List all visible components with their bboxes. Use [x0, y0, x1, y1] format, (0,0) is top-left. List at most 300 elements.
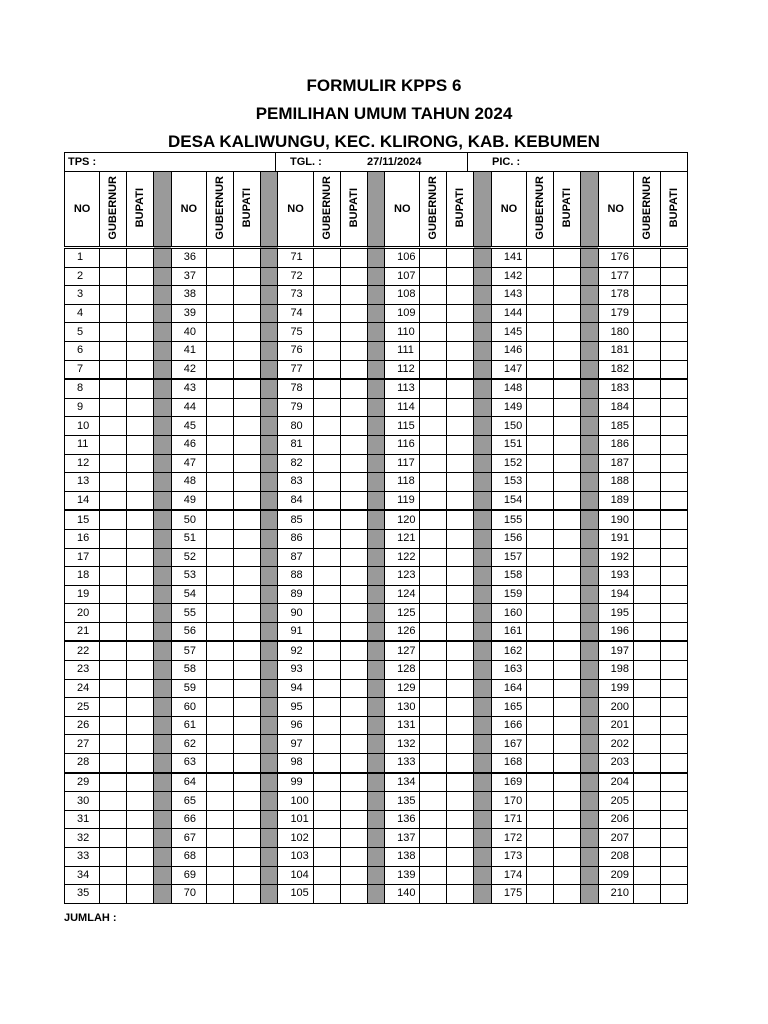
tally-cell-gubernur[interactable] — [420, 641, 447, 660]
tally-cell-bupati[interactable] — [554, 866, 581, 885]
tally-cell-bupati[interactable] — [127, 661, 154, 680]
tally-cell-gubernur[interactable] — [313, 698, 340, 717]
tally-cell-gubernur[interactable] — [206, 267, 233, 286]
tally-cell-bupati[interactable] — [554, 829, 581, 848]
tally-cell-gubernur[interactable] — [633, 267, 660, 286]
tally-cell-bupati[interactable] — [340, 473, 367, 492]
tally-cell-bupati[interactable] — [340, 304, 367, 323]
tally-cell-bupati[interactable] — [340, 491, 367, 510]
tally-cell-bupati[interactable] — [127, 454, 154, 473]
tally-cell-bupati[interactable] — [660, 810, 687, 829]
tally-cell-bupati[interactable] — [660, 604, 687, 623]
tally-cell-gubernur[interactable] — [527, 529, 554, 548]
tally-cell-bupati[interactable] — [127, 360, 154, 379]
tally-cell-gubernur[interactable] — [420, 885, 447, 904]
tally-cell-gubernur[interactable] — [633, 716, 660, 735]
tally-cell-bupati[interactable] — [233, 510, 260, 529]
tally-cell-bupati[interactable] — [340, 698, 367, 717]
tally-cell-bupati[interactable] — [233, 585, 260, 604]
tally-cell-bupati[interactable] — [233, 810, 260, 829]
tally-cell-gubernur[interactable] — [633, 604, 660, 623]
tally-cell-gubernur[interactable] — [313, 304, 340, 323]
tally-cell-gubernur[interactable] — [206, 773, 233, 792]
tally-cell-gubernur[interactable] — [527, 641, 554, 660]
tally-cell-gubernur[interactable] — [313, 735, 340, 754]
tally-cell-gubernur[interactable] — [527, 398, 554, 417]
tally-cell-gubernur[interactable] — [206, 454, 233, 473]
tally-cell-gubernur[interactable] — [313, 248, 340, 268]
tally-cell-bupati[interactable] — [127, 773, 154, 792]
tally-cell-gubernur[interactable] — [527, 866, 554, 885]
tally-cell-gubernur[interactable] — [206, 510, 233, 529]
tally-cell-gubernur[interactable] — [527, 248, 554, 268]
tally-cell-bupati[interactable] — [554, 454, 581, 473]
tally-cell-gubernur[interactable] — [313, 379, 340, 398]
tally-cell-gubernur[interactable] — [100, 417, 127, 436]
tally-cell-gubernur[interactable] — [420, 360, 447, 379]
tally-cell-bupati[interactable] — [447, 661, 474, 680]
tally-cell-gubernur[interactable] — [100, 341, 127, 360]
tally-cell-gubernur[interactable] — [633, 341, 660, 360]
tally-cell-gubernur[interactable] — [420, 716, 447, 735]
tally-cell-bupati[interactable] — [233, 661, 260, 680]
tally-cell-bupati[interactable] — [127, 716, 154, 735]
tally-cell-bupati[interactable] — [554, 641, 581, 660]
tally-cell-gubernur[interactable] — [206, 379, 233, 398]
tally-cell-gubernur[interactable] — [313, 829, 340, 848]
tally-cell-bupati[interactable] — [127, 567, 154, 586]
tally-cell-gubernur[interactable] — [633, 473, 660, 492]
tally-cell-bupati[interactable] — [127, 435, 154, 454]
tally-cell-bupati[interactable] — [447, 773, 474, 792]
tally-cell-gubernur[interactable] — [313, 473, 340, 492]
tally-cell-gubernur[interactable] — [206, 417, 233, 436]
tally-cell-bupati[interactable] — [233, 267, 260, 286]
tally-cell-bupati[interactable] — [554, 810, 581, 829]
tally-cell-gubernur[interactable] — [100, 435, 127, 454]
tally-cell-gubernur[interactable] — [100, 304, 127, 323]
tally-cell-gubernur[interactable] — [633, 754, 660, 773]
tally-cell-gubernur[interactable] — [206, 286, 233, 305]
tally-cell-gubernur[interactable] — [100, 716, 127, 735]
tally-cell-gubernur[interactable] — [527, 848, 554, 867]
tally-cell-gubernur[interactable] — [527, 360, 554, 379]
tally-cell-bupati[interactable] — [447, 622, 474, 641]
tally-cell-bupati[interactable] — [233, 304, 260, 323]
tally-cell-bupati[interactable] — [660, 716, 687, 735]
tally-cell-gubernur[interactable] — [100, 661, 127, 680]
tally-cell-bupati[interactable] — [554, 491, 581, 510]
tally-cell-bupati[interactable] — [660, 286, 687, 305]
tally-cell-gubernur[interactable] — [206, 679, 233, 698]
tally-cell-gubernur[interactable] — [313, 398, 340, 417]
tally-cell-gubernur[interactable] — [100, 641, 127, 660]
tally-cell-gubernur[interactable] — [206, 866, 233, 885]
tally-cell-bupati[interactable] — [447, 641, 474, 660]
tally-cell-gubernur[interactable] — [313, 641, 340, 660]
tally-cell-bupati[interactable] — [127, 679, 154, 698]
tally-cell-bupati[interactable] — [233, 417, 260, 436]
tally-cell-bupati[interactable] — [340, 360, 367, 379]
tally-cell-gubernur[interactable] — [633, 866, 660, 885]
tally-cell-gubernur[interactable] — [100, 398, 127, 417]
tally-cell-bupati[interactable] — [660, 304, 687, 323]
tally-cell-gubernur[interactable] — [100, 454, 127, 473]
tally-cell-gubernur[interactable] — [100, 473, 127, 492]
tally-cell-bupati[interactable] — [340, 773, 367, 792]
tally-cell-bupati[interactable] — [233, 454, 260, 473]
tally-cell-gubernur[interactable] — [313, 510, 340, 529]
tally-cell-gubernur[interactable] — [420, 379, 447, 398]
tally-cell-gubernur[interactable] — [420, 417, 447, 436]
tally-cell-gubernur[interactable] — [420, 341, 447, 360]
tally-cell-bupati[interactable] — [233, 829, 260, 848]
tally-cell-gubernur[interactable] — [527, 585, 554, 604]
tally-cell-gubernur[interactable] — [206, 529, 233, 548]
tally-cell-bupati[interactable] — [340, 866, 367, 885]
tally-cell-gubernur[interactable] — [206, 491, 233, 510]
tally-cell-bupati[interactable] — [447, 267, 474, 286]
tally-cell-gubernur[interactable] — [633, 286, 660, 305]
tally-cell-gubernur[interactable] — [206, 341, 233, 360]
tally-cell-gubernur[interactable] — [100, 773, 127, 792]
tally-cell-bupati[interactable] — [554, 735, 581, 754]
tally-cell-bupati[interactable] — [554, 473, 581, 492]
tally-cell-bupati[interactable] — [554, 567, 581, 586]
tally-cell-bupati[interactable] — [554, 716, 581, 735]
tally-cell-bupati[interactable] — [127, 641, 154, 660]
tally-cell-bupati[interactable] — [340, 754, 367, 773]
tally-cell-gubernur[interactable] — [527, 679, 554, 698]
tally-cell-gubernur[interactable] — [420, 548, 447, 567]
tally-cell-bupati[interactable] — [660, 829, 687, 848]
tally-cell-bupati[interactable] — [447, 491, 474, 510]
tally-cell-bupati[interactable] — [554, 379, 581, 398]
tally-cell-bupati[interactable] — [340, 435, 367, 454]
tally-cell-bupati[interactable] — [127, 735, 154, 754]
tally-cell-gubernur[interactable] — [420, 622, 447, 641]
tally-cell-gubernur[interactable] — [206, 248, 233, 268]
tally-cell-bupati[interactable] — [233, 885, 260, 904]
tally-cell-bupati[interactable] — [660, 866, 687, 885]
tally-cell-bupati[interactable] — [660, 773, 687, 792]
tally-cell-gubernur[interactable] — [527, 323, 554, 342]
tally-cell-gubernur[interactable] — [206, 792, 233, 811]
tally-cell-bupati[interactable] — [233, 848, 260, 867]
tally-cell-bupati[interactable] — [554, 585, 581, 604]
tally-cell-bupati[interactable] — [340, 810, 367, 829]
tally-cell-gubernur[interactable] — [206, 473, 233, 492]
tally-cell-gubernur[interactable] — [206, 641, 233, 660]
tally-cell-gubernur[interactable] — [100, 792, 127, 811]
tally-cell-gubernur[interactable] — [313, 323, 340, 342]
tally-cell-bupati[interactable] — [340, 885, 367, 904]
tally-cell-bupati[interactable] — [233, 286, 260, 305]
tally-cell-gubernur[interactable] — [313, 454, 340, 473]
tally-cell-gubernur[interactable] — [313, 679, 340, 698]
tally-cell-bupati[interactable] — [127, 473, 154, 492]
tally-cell-gubernur[interactable] — [420, 866, 447, 885]
tally-cell-bupati[interactable] — [554, 417, 581, 436]
tally-cell-bupati[interactable] — [660, 454, 687, 473]
tally-cell-bupati[interactable] — [660, 473, 687, 492]
tally-cell-gubernur[interactable] — [633, 454, 660, 473]
tally-cell-gubernur[interactable] — [420, 810, 447, 829]
tally-cell-gubernur[interactable] — [206, 548, 233, 567]
tally-cell-gubernur[interactable] — [420, 435, 447, 454]
tally-cell-gubernur[interactable] — [633, 360, 660, 379]
tally-cell-gubernur[interactable] — [633, 622, 660, 641]
tally-cell-bupati[interactable] — [127, 491, 154, 510]
tally-cell-bupati[interactable] — [447, 829, 474, 848]
tally-cell-gubernur[interactable] — [100, 286, 127, 305]
tally-cell-gubernur[interactable] — [527, 267, 554, 286]
tally-cell-gubernur[interactable] — [420, 286, 447, 305]
tally-cell-bupati[interactable] — [554, 248, 581, 268]
tally-cell-gubernur[interactable] — [313, 585, 340, 604]
tally-cell-gubernur[interactable] — [527, 829, 554, 848]
tally-cell-gubernur[interactable] — [100, 885, 127, 904]
tally-cell-bupati[interactable] — [447, 679, 474, 698]
tally-cell-gubernur[interactable] — [527, 417, 554, 436]
tally-cell-bupati[interactable] — [554, 698, 581, 717]
tally-cell-gubernur[interactable] — [420, 792, 447, 811]
tally-cell-gubernur[interactable] — [206, 398, 233, 417]
tally-cell-bupati[interactable] — [340, 622, 367, 641]
tally-cell-bupati[interactable] — [340, 417, 367, 436]
tally-cell-bupati[interactable] — [340, 661, 367, 680]
tally-cell-bupati[interactable] — [127, 417, 154, 436]
tally-cell-gubernur[interactable] — [527, 286, 554, 305]
tally-cell-gubernur[interactable] — [313, 848, 340, 867]
tally-cell-gubernur[interactable] — [100, 848, 127, 867]
tally-cell-bupati[interactable] — [554, 323, 581, 342]
tally-cell-bupati[interactable] — [233, 529, 260, 548]
tally-cell-bupati[interactable] — [554, 341, 581, 360]
tally-cell-gubernur[interactable] — [100, 360, 127, 379]
tally-cell-bupati[interactable] — [447, 792, 474, 811]
tally-cell-bupati[interactable] — [233, 398, 260, 417]
tally-cell-bupati[interactable] — [127, 622, 154, 641]
tally-cell-bupati[interactable] — [660, 323, 687, 342]
tally-cell-gubernur[interactable] — [527, 735, 554, 754]
tally-cell-gubernur[interactable] — [100, 866, 127, 885]
tally-cell-bupati[interactable] — [554, 848, 581, 867]
tally-cell-bupati[interactable] — [554, 792, 581, 811]
tally-cell-bupati[interactable] — [127, 885, 154, 904]
tally-cell-bupati[interactable] — [233, 604, 260, 623]
tally-cell-bupati[interactable] — [340, 641, 367, 660]
tally-cell-bupati[interactable] — [340, 585, 367, 604]
tally-cell-gubernur[interactable] — [313, 792, 340, 811]
tally-cell-bupati[interactable] — [660, 792, 687, 811]
tally-cell-gubernur[interactable] — [313, 360, 340, 379]
tally-cell-bupati[interactable] — [233, 360, 260, 379]
tally-cell-gubernur[interactable] — [633, 885, 660, 904]
tally-cell-gubernur[interactable] — [420, 773, 447, 792]
tally-cell-gubernur[interactable] — [633, 661, 660, 680]
tally-cell-gubernur[interactable] — [527, 773, 554, 792]
tally-cell-gubernur[interactable] — [206, 848, 233, 867]
tally-cell-bupati[interactable] — [660, 435, 687, 454]
tally-cell-gubernur[interactable] — [313, 810, 340, 829]
tally-cell-gubernur[interactable] — [633, 679, 660, 698]
tally-cell-gubernur[interactable] — [420, 398, 447, 417]
tally-cell-gubernur[interactable] — [313, 716, 340, 735]
tally-cell-gubernur[interactable] — [206, 360, 233, 379]
tally-cell-bupati[interactable] — [127, 792, 154, 811]
tally-cell-bupati[interactable] — [340, 567, 367, 586]
tally-cell-bupati[interactable] — [127, 267, 154, 286]
tally-cell-gubernur[interactable] — [100, 548, 127, 567]
tally-cell-bupati[interactable] — [660, 398, 687, 417]
tally-cell-gubernur[interactable] — [206, 435, 233, 454]
tally-cell-gubernur[interactable] — [420, 604, 447, 623]
tally-cell-gubernur[interactable] — [206, 754, 233, 773]
tally-cell-gubernur[interactable] — [313, 773, 340, 792]
tally-cell-bupati[interactable] — [660, 360, 687, 379]
tally-cell-bupati[interactable] — [554, 286, 581, 305]
tally-cell-gubernur[interactable] — [206, 622, 233, 641]
tally-cell-bupati[interactable] — [554, 510, 581, 529]
tally-cell-gubernur[interactable] — [313, 417, 340, 436]
tally-cell-bupati[interactable] — [447, 248, 474, 268]
tally-cell-bupati[interactable] — [127, 510, 154, 529]
tally-cell-bupati[interactable] — [127, 304, 154, 323]
tally-cell-gubernur[interactable] — [527, 810, 554, 829]
tally-cell-bupati[interactable] — [233, 735, 260, 754]
tally-cell-gubernur[interactable] — [100, 491, 127, 510]
tally-cell-gubernur[interactable] — [527, 792, 554, 811]
tally-cell-gubernur[interactable] — [527, 510, 554, 529]
tally-cell-bupati[interactable] — [233, 698, 260, 717]
tally-cell-gubernur[interactable] — [206, 829, 233, 848]
tally-cell-bupati[interactable] — [447, 435, 474, 454]
tally-cell-gubernur[interactable] — [100, 267, 127, 286]
tally-cell-gubernur[interactable] — [633, 491, 660, 510]
tally-cell-gubernur[interactable] — [527, 435, 554, 454]
tally-cell-bupati[interactable] — [340, 286, 367, 305]
tally-cell-bupati[interactable] — [340, 454, 367, 473]
tally-cell-bupati[interactable] — [127, 866, 154, 885]
tally-cell-bupati[interactable] — [660, 417, 687, 436]
tally-cell-bupati[interactable] — [340, 379, 367, 398]
tally-cell-bupati[interactable] — [660, 510, 687, 529]
tally-cell-bupati[interactable] — [447, 510, 474, 529]
tally-cell-bupati[interactable] — [447, 398, 474, 417]
tally-cell-gubernur[interactable] — [100, 698, 127, 717]
tally-cell-bupati[interactable] — [447, 454, 474, 473]
tally-cell-gubernur[interactable] — [100, 754, 127, 773]
tally-cell-gubernur[interactable] — [633, 829, 660, 848]
tally-cell-bupati[interactable] — [554, 679, 581, 698]
tally-cell-bupati[interactable] — [340, 341, 367, 360]
tally-cell-bupati[interactable] — [127, 323, 154, 342]
tally-cell-bupati[interactable] — [660, 491, 687, 510]
tally-cell-gubernur[interactable] — [420, 735, 447, 754]
tally-cell-gubernur[interactable] — [527, 567, 554, 586]
tally-cell-bupati[interactable] — [233, 641, 260, 660]
tally-cell-gubernur[interactable] — [420, 510, 447, 529]
tally-cell-gubernur[interactable] — [313, 435, 340, 454]
tally-cell-gubernur[interactable] — [633, 585, 660, 604]
tally-cell-gubernur[interactable] — [313, 885, 340, 904]
tally-cell-bupati[interactable] — [233, 379, 260, 398]
tally-cell-bupati[interactable] — [233, 548, 260, 567]
tally-cell-bupati[interactable] — [660, 622, 687, 641]
tally-cell-bupati[interactable] — [340, 604, 367, 623]
tally-cell-gubernur[interactable] — [420, 323, 447, 342]
tally-cell-bupati[interactable] — [127, 604, 154, 623]
tally-cell-gubernur[interactable] — [527, 661, 554, 680]
tally-cell-bupati[interactable] — [660, 735, 687, 754]
tally-cell-gubernur[interactable] — [527, 604, 554, 623]
tally-cell-bupati[interactable] — [554, 304, 581, 323]
tally-cell-gubernur[interactable] — [420, 585, 447, 604]
tally-cell-bupati[interactable] — [447, 866, 474, 885]
tally-cell-bupati[interactable] — [660, 267, 687, 286]
tally-cell-gubernur[interactable] — [313, 529, 340, 548]
tally-cell-bupati[interactable] — [233, 866, 260, 885]
tally-cell-bupati[interactable] — [447, 885, 474, 904]
tally-cell-bupati[interactable] — [233, 491, 260, 510]
tally-cell-gubernur[interactable] — [313, 567, 340, 586]
tally-cell-bupati[interactable] — [554, 604, 581, 623]
tally-cell-gubernur[interactable] — [313, 286, 340, 305]
tally-cell-gubernur[interactable] — [100, 248, 127, 268]
tally-cell-gubernur[interactable] — [313, 267, 340, 286]
tally-cell-gubernur[interactable] — [100, 679, 127, 698]
tally-cell-bupati[interactable] — [660, 885, 687, 904]
tally-cell-gubernur[interactable] — [206, 885, 233, 904]
tally-cell-gubernur[interactable] — [633, 792, 660, 811]
tally-cell-gubernur[interactable] — [633, 248, 660, 268]
tally-cell-bupati[interactable] — [233, 473, 260, 492]
tally-cell-gubernur[interactable] — [313, 661, 340, 680]
tally-cell-gubernur[interactable] — [420, 267, 447, 286]
tally-cell-gubernur[interactable] — [420, 829, 447, 848]
tally-cell-bupati[interactable] — [233, 323, 260, 342]
tally-cell-bupati[interactable] — [233, 622, 260, 641]
tally-cell-gubernur[interactable] — [420, 248, 447, 268]
tally-cell-gubernur[interactable] — [420, 679, 447, 698]
tally-cell-bupati[interactable] — [127, 848, 154, 867]
tally-cell-gubernur[interactable] — [313, 754, 340, 773]
tally-cell-gubernur[interactable] — [633, 641, 660, 660]
tally-cell-bupati[interactable] — [660, 567, 687, 586]
tally-cell-bupati[interactable] — [660, 341, 687, 360]
tally-cell-bupati[interactable] — [447, 754, 474, 773]
tally-cell-gubernur[interactable] — [633, 510, 660, 529]
tally-cell-bupati[interactable] — [447, 585, 474, 604]
tally-cell-gubernur[interactable] — [100, 829, 127, 848]
tally-cell-bupati[interactable] — [660, 379, 687, 398]
tally-cell-bupati[interactable] — [447, 698, 474, 717]
tally-cell-bupati[interactable] — [447, 567, 474, 586]
tally-cell-gubernur[interactable] — [633, 773, 660, 792]
tally-cell-gubernur[interactable] — [313, 604, 340, 623]
tally-cell-bupati[interactable] — [447, 360, 474, 379]
tally-cell-gubernur[interactable] — [420, 473, 447, 492]
tally-cell-bupati[interactable] — [127, 379, 154, 398]
tally-cell-bupati[interactable] — [340, 829, 367, 848]
tally-cell-gubernur[interactable] — [100, 735, 127, 754]
tally-cell-bupati[interactable] — [340, 248, 367, 268]
tally-cell-bupati[interactable] — [340, 679, 367, 698]
tally-cell-gubernur[interactable] — [313, 866, 340, 885]
tally-cell-bupati[interactable] — [447, 848, 474, 867]
tally-cell-gubernur[interactable] — [313, 622, 340, 641]
